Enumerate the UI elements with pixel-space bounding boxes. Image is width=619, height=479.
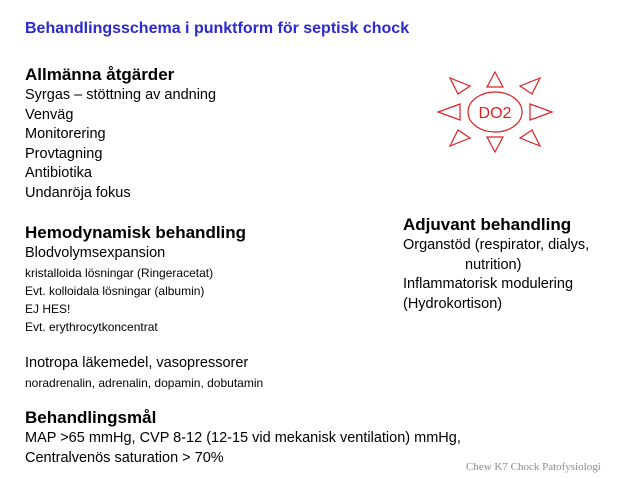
list-item: noradrenalin, adrenalin, dopamin, dobutamin [25,375,264,390]
list-item: Undanröja fokus [25,184,131,201]
list-item: Provtagning [25,145,103,162]
list-item: Syrgas – stöttning av andning [25,87,217,103]
list-allmanna [25,86,216,203]
sun-ray [450,130,470,146]
list-item: EJ HES! [25,301,71,316]
sun-ray [438,104,460,120]
list-item: Centralvenös saturation > 70% [25,449,224,466]
list-item: Blodvolymsexpansion [25,245,166,261]
list-item: kristalloida lösningar (Ringeracetat) [25,265,214,280]
section-heading-adjuvant: Adjuvant behandling [403,215,572,234]
page-title: Behandlingsschema i punktform för septisk chock [25,20,410,37]
list-adjuvant [403,236,589,314]
list-item: Organstöd (respirator, dialys, [403,237,590,253]
sun-ray [487,137,503,152]
sun-ray [487,72,503,87]
sun-ray [530,104,552,120]
list-item: Evt. erythrocytkoncentrat [25,319,158,334]
section-heading-mal: Behandlingsmål [25,408,157,427]
sun-label: DO2 [478,105,512,122]
list-item: (Hydrokortison) [403,295,503,312]
list-item: Antibiotika [25,165,92,181]
sun-ray [520,130,540,146]
footer-credit: Chew K7 Chock Patofysiologi [466,461,601,473]
sun-ray [450,78,470,94]
list-mal [25,429,461,468]
list-item: Inflammatorisk modulering [403,276,574,292]
section-heading-hemodynamisk: Hemodynamisk behandling [25,223,247,242]
section-heading-allmanna: Allmänna åtgärder [25,65,175,84]
sun-ray [520,78,540,94]
list-item: Monitorering [25,126,106,142]
sun-diagram [430,64,560,160]
list-item: Venväg [25,106,74,123]
list-hemodynamisk-drugs [25,354,263,392]
list-item: Inotropa läkemedel, vasopressorer [25,355,249,371]
list-item: nutrition) [465,256,522,273]
list-hemodynamisk [25,244,213,336]
list-item: MAP >65 mmHg, CVP 8-12 (12-15 vid mekanisk ventilation) mmHg, [25,430,461,446]
list-item: Evt. kolloidala lösningar (albumin) [25,283,205,298]
